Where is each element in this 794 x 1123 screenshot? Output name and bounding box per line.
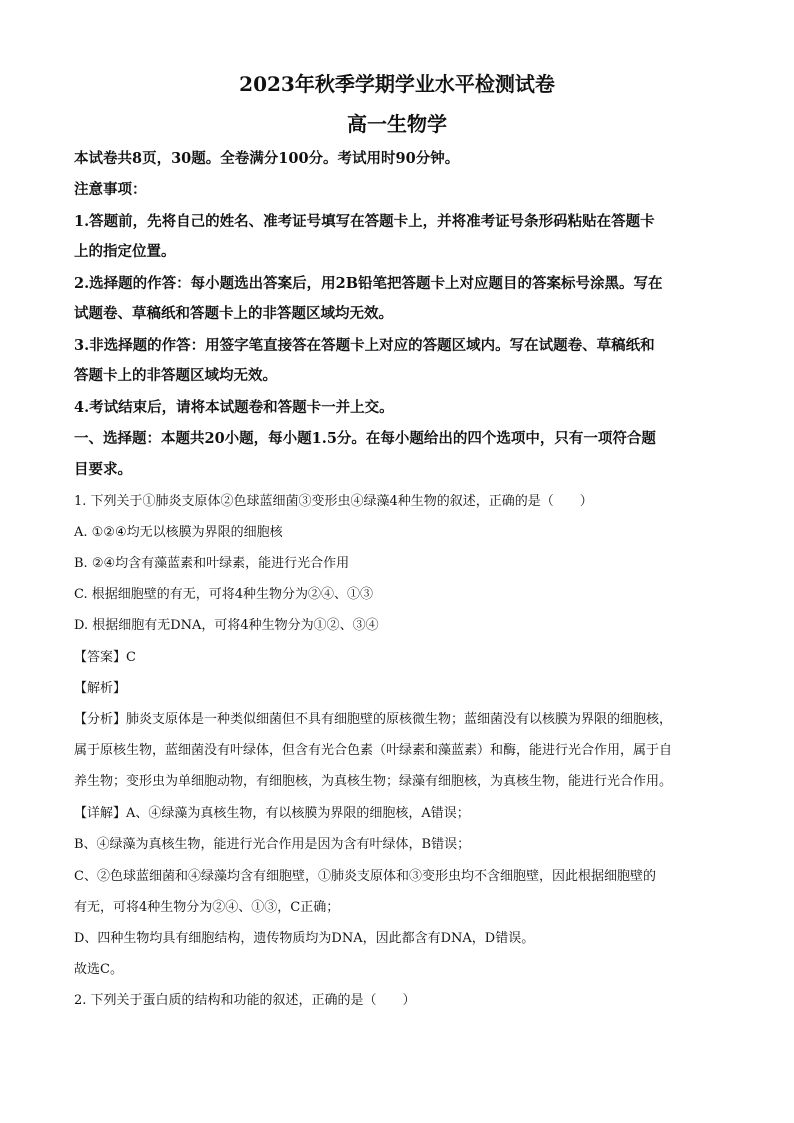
question-1-option-d: D. 根据细胞有无DNA，可将4种生物分为①②、③④	[74, 618, 379, 633]
detail-c: C、②色球蓝细菌和④绿藻均含有细胞壁，①肺炎支原体和③变形虫均不含细胞壁，因此根据细胞壁的	[74, 869, 656, 884]
question-1-option-c: C. 根据细胞壁的有无，可将4种生物分为②④、①③	[74, 587, 374, 602]
notice-heading: 注意事项：	[74, 181, 147, 198]
exam-subject: 高一生物学	[347, 112, 447, 136]
exam-title: 2023年秋季学期学业水平检测试卷	[239, 72, 555, 96]
notice-item-3-cont: 答题卡上的非答题区域均无效。	[74, 367, 277, 384]
answer-line: 【答案】C	[74, 650, 136, 665]
analysis-paragraph-2: 属于原核生物，蓝细菌没有叶绿体，但含有光合色素（叶绿素和藻蓝素）和酶，能进行光合作用，属于自	[74, 743, 673, 758]
question-1-option-a: A. ①②④均无以核膜为界限的细胞核	[74, 525, 283, 540]
section-heading: 一、选择题：本题共20小题，每小题1.5分。在每小题给出的四个选项中，只有一项符合题	[74, 430, 656, 447]
notice-item-2-cont: 试题卷、草稿纸和答题卡上的非答题区域均无效。	[74, 305, 393, 322]
notice-item-2: 2.选择题的作答：每小题选出答案后，用2B铅笔把答题卡上对应题目的答案标号涂黑。写在	[74, 275, 663, 292]
analysis-paragraph-1: 【分析】肺炎支原体是一种类似细菌但不具有细胞壁的原核微生物；蓝细菌没有以核膜为界限的细胞核，	[74, 712, 673, 727]
choice-conclusion: 故选C。	[74, 962, 123, 977]
section-heading-cont: 目要求。	[74, 461, 132, 478]
question-1-stem: 1. 下列关于①肺炎支原体②色球蓝细菌③变形虫④绿藻4种生物的叙述，正确的是（ ）	[74, 494, 593, 509]
analysis-heading: 【解析】	[74, 681, 127, 696]
notice-item-1-cont: 上的指定位置。	[74, 243, 176, 260]
question-2-stem: 2. 下列关于蛋白质的结构和功能的叙述，正确的是（ ）	[74, 993, 416, 1008]
notice-item-1: 1.答题前，先将自己的姓名、准考证号填写在答题卡上，并将准考证号条形码粘贴在答题卡	[74, 213, 655, 230]
detail-b: B、④绿藻为真核生物，能进行光合作用是因为含有叶绿体，B错误；	[74, 837, 471, 852]
detail-d: D、四种生物均具有细胞结构，遗传物质均为DNA，因此都含有DNA，D错误。	[74, 931, 535, 946]
detail-c-cont: 有无，可将4种生物分为②④、①③，C正确；	[74, 900, 340, 915]
analysis-paragraph-3: 养生物；变形虫为单细胞动物，有细胞核，为真核生物；绿藻有细胞核，为真核生物，能进行光合作用。	[74, 774, 673, 789]
exam-info: 本试卷共8页，30题。全卷满分100分。考试用时90分钟。	[74, 150, 460, 167]
detail-a: 【详解】A、④绿藻为真核生物，有以核膜为界限的细胞核，A错误；	[74, 806, 470, 821]
notice-item-4: 4.考试结束后，请将本试题卷和答题卡一并上交。	[74, 399, 394, 416]
notice-item-3: 3.非选择题的作答：用签字笔直接答在答题卡上对应的答题区域内。写在试题卷、草稿纸和	[74, 337, 655, 354]
question-1-option-b: B. ②④均含有藻蓝素和叶绿素，能进行光合作用	[74, 556, 350, 571]
